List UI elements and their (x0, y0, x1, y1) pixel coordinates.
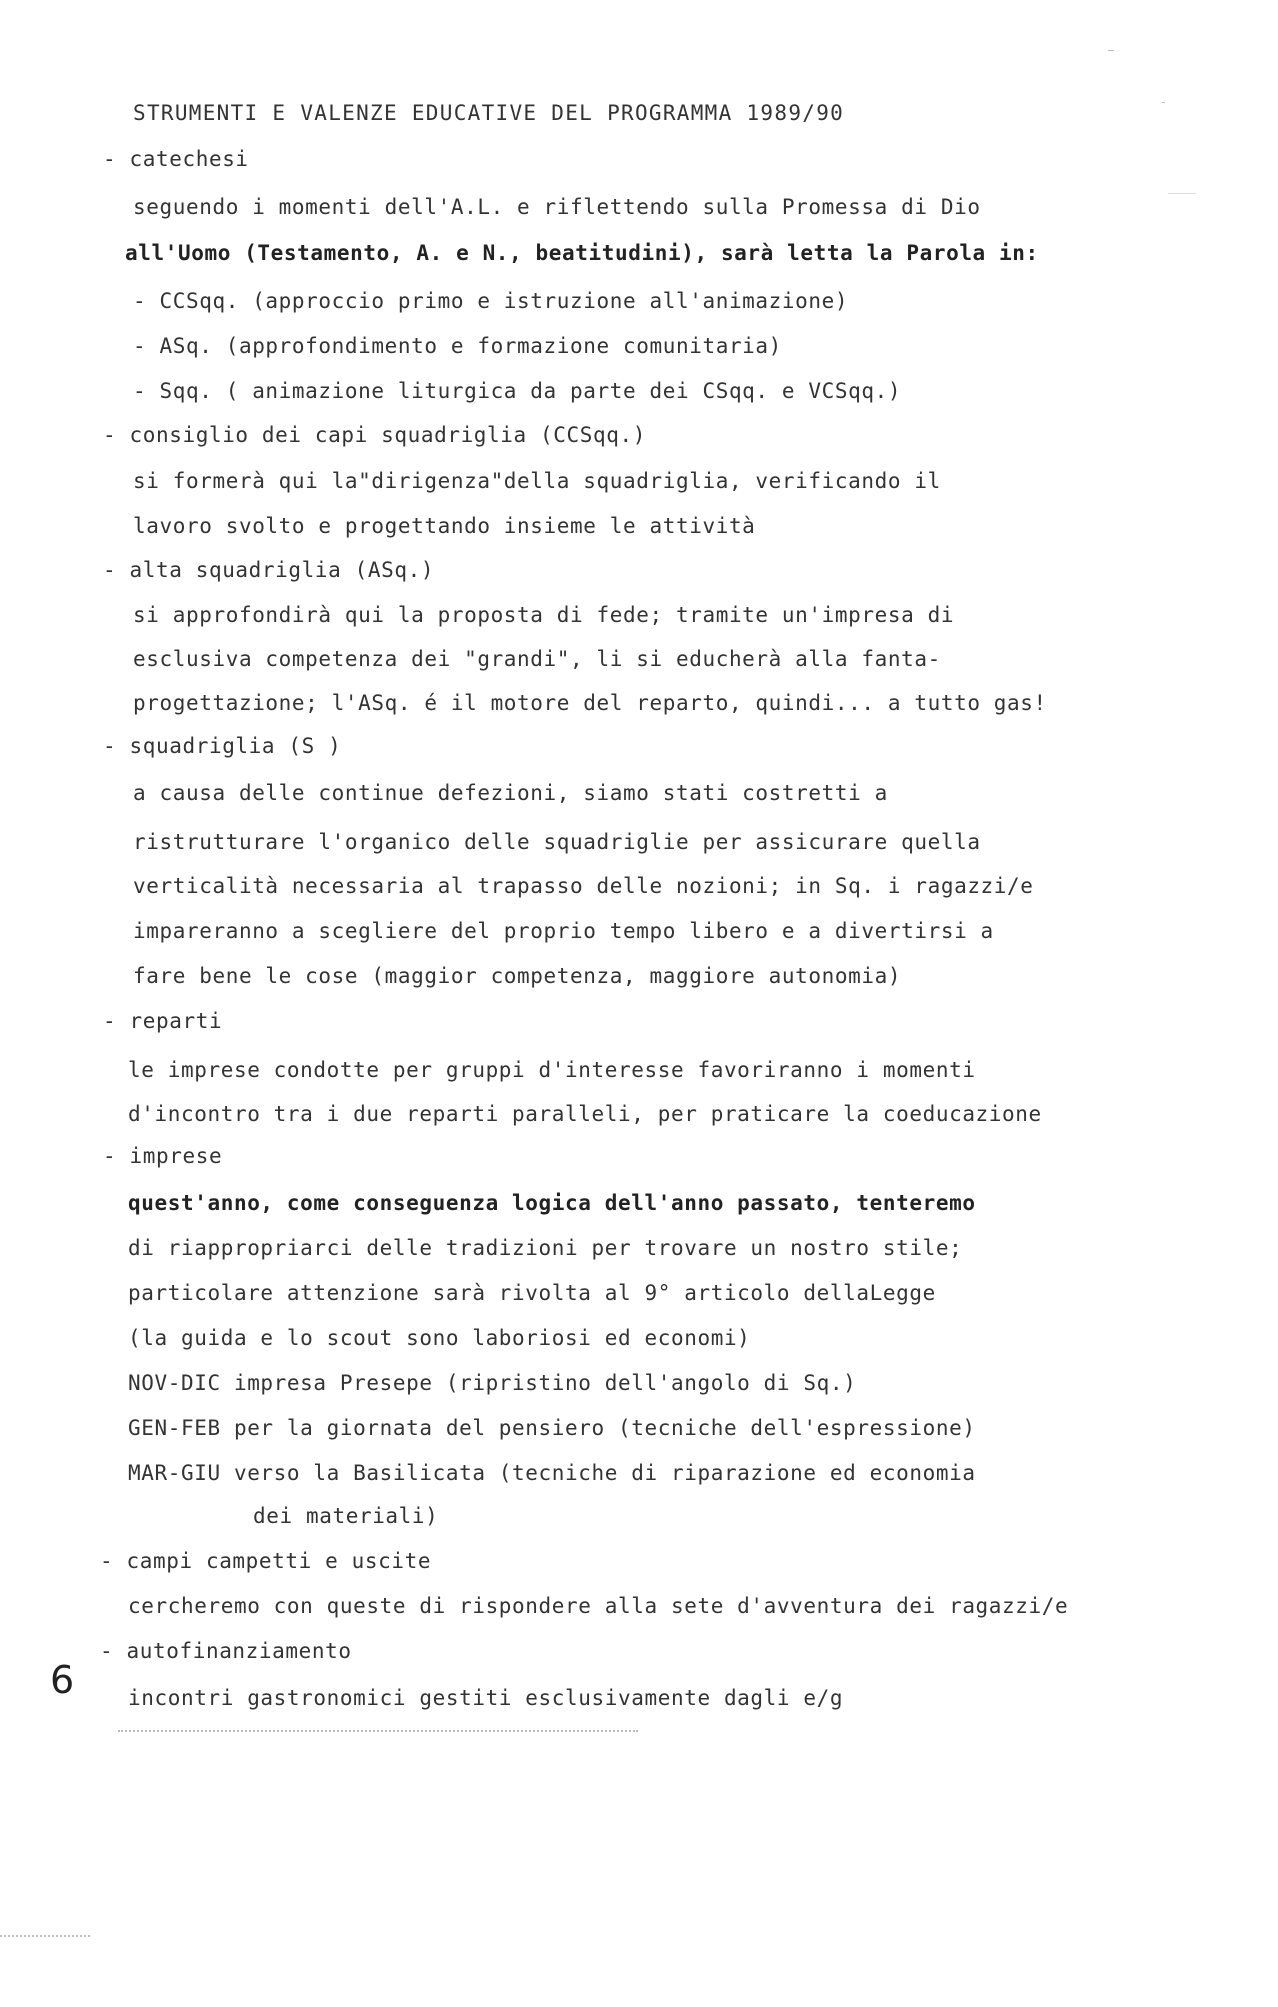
text-line: dei materiali) (253, 1504, 439, 1528)
scan-speck (1168, 193, 1196, 194)
text-line: di riappropriarci delle tradizioni per trovare un nostro stile; (128, 1236, 963, 1260)
text-line: (la guida e lo scout sono laboriosi ed economi) (128, 1326, 751, 1350)
text-line: progettazione; l'ASq. é il motore del reparto, quindi... a tutto gas! (133, 691, 1047, 715)
list-item: - CCSqq. (approccio primo e istruzione all'animazione) (133, 289, 849, 313)
text-line: all'Uomo (Testamento, A. e N., beatitudini), sarà letta la Parola in: (125, 241, 1039, 265)
schedule-item: NOV-DIC impresa Presepe (ripristino dell'angolo di Sq.) (128, 1371, 857, 1395)
section-heading-imprese: - imprese (103, 1144, 223, 1168)
text-line: ristrutturare l'organico delle squadriglie per assicurare quella (133, 830, 981, 854)
text-line: d'incontro tra i due reparti paralleli, per praticare la coeducazione (128, 1102, 1042, 1126)
list-item: - Sqq. ( animazione liturgica da parte dei CSqq. e VCSqq.) (133, 379, 902, 403)
list-item: - ASq. (approfondimento e formazione comunitaria) (133, 334, 782, 358)
text-line: esclusiva competenza dei "grandi", li si educherà alla fanta- (133, 647, 941, 671)
text-line: le imprese condotte per gruppi d'interesse favoriranno i momenti (128, 1058, 976, 1082)
section-heading-reparti: - reparti (103, 1009, 223, 1033)
schedule-item: GEN-FEB per la giornata del pensiero (tecniche dell'espressione) (128, 1416, 976, 1440)
text-line: fare bene le cose (maggior competenza, maggiore autonomia) (133, 964, 902, 988)
page-number: 6 (50, 1658, 75, 1702)
text-line: particolare attenzione sarà rivolta al 9° articolo dellaLegge (128, 1281, 936, 1305)
text-line: lavoro svolto e progettando insieme le attività (133, 514, 756, 538)
text-line: impareranno a scegliere del proprio tempo libero e a divertirsi a (133, 919, 994, 943)
section-heading-autofinanziamento: - autofinanziamento (100, 1639, 352, 1663)
section-heading-catechesi: - catechesi (103, 147, 249, 171)
section-heading-alta-squadriglia: - alta squadriglia (ASq.) (103, 558, 435, 582)
text-line: cercheremo con queste di rispondere alla sete d'avventura dei ragazzi/e (128, 1594, 1069, 1618)
text-line: si approfondirà qui la proposta di fede; tramite un'impresa di (133, 603, 955, 627)
text-line: verticalità necessaria al trapasso delle nozioni; in Sq. i ragazzi/e (133, 874, 1034, 898)
text-line: incontri gastronomici gestiti esclusivamente dagli e/g (128, 1686, 844, 1710)
text-line: a causa delle continue defezioni, siamo stati costretti a (133, 781, 888, 805)
section-heading-squadriglia: - squadriglia (S ) (103, 734, 342, 758)
text-line: si formerà qui la"dirigenza"della squadriglia, verificando il (133, 469, 941, 493)
section-heading-campi: - campi campetti e uscite (100, 1549, 432, 1573)
scan-artifact-line (0, 1935, 90, 1937)
section-heading-ccsqq: - consiglio dei capi squadriglia (CCSqq.) (103, 423, 646, 447)
text-line: quest'anno, come conseguenza logica dell'anno passato, tenteremo (128, 1191, 976, 1215)
scan-speck (1108, 50, 1114, 51)
schedule-item: MAR-GIU verso la Basilicata (tecniche di riparazione ed economia (128, 1461, 976, 1485)
scan-speck (1162, 102, 1165, 103)
document-title: STRUMENTI E VALENZE EDUCATIVE DEL PROGRAMMA 1989/90 (133, 101, 845, 125)
scan-artifact-line (118, 1730, 638, 1732)
text-line: seguendo i momenti dell'A.L. e riflettendo sulla Promessa di Dio (133, 195, 981, 219)
